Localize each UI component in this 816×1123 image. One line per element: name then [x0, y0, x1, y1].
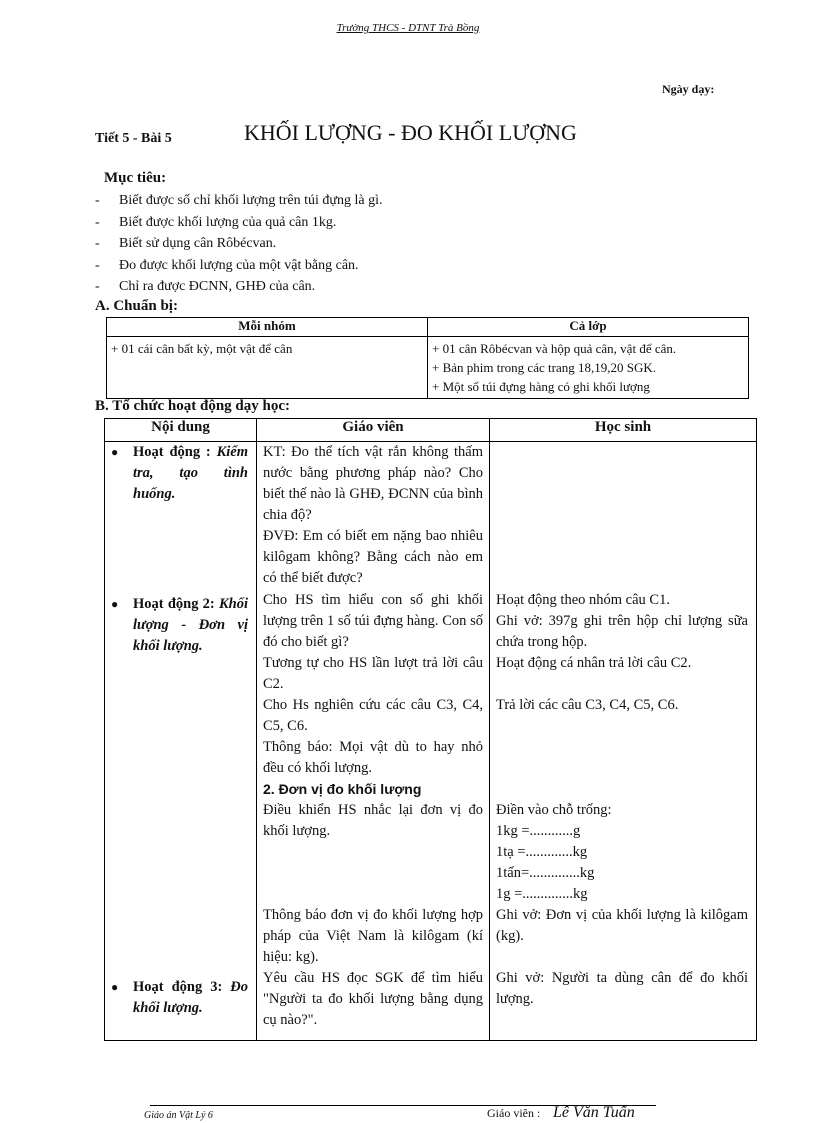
prep-class-cell — [428, 337, 749, 399]
footer-teacher-label: Giáo viên : — [487, 1106, 541, 1120]
objectives-list — [95, 190, 382, 298]
student-column-header: Học sinh — [490, 419, 757, 442]
lesson-title: KHỐI LƯỢNG - ĐO KHỐI LƯỢNG — [244, 120, 577, 145]
objective-item: - Biết được khối lượng của quả cân 1kg. — [95, 214, 337, 230]
objective-item: - Chỉ ra được ĐCNN, GHĐ của cân. — [95, 279, 316, 295]
student-text: Ghi vở: Người ta dùng cân để đo khối lượng. — [496, 970, 748, 1007]
prep-class-item: + 01 cân Rôbécvan và hộp quả cân, vật để cân. — [432, 341, 677, 356]
teacher-text: Thông báo đơn vị đo khối lượng hợp pháp của Việt Nam là kilôgam (kí hiệu: kg). — [263, 907, 483, 965]
unit-exercise: 1g =..............kg — [496, 886, 588, 902]
teaching-date-label: Ngày dạy: — [662, 82, 715, 96]
bullet-icon: ● — [111, 597, 119, 611]
teacher-text: Cho Hs nghiên cứu các câu C3, C4, C5, C6. — [263, 697, 483, 734]
teacher-text: Điều khiển HS nhắc lại đơn vị đo khối lượng. — [263, 802, 483, 839]
teacher-text: Thông báo: Mọi vật dù to hay nhỏ đều có khối lượng. — [263, 739, 483, 776]
prep-group-cell: + 01 cái cân bất kỳ, một vật để cân — [107, 337, 428, 399]
lesson-number: Tiết 5 - Bài 5 — [95, 131, 172, 146]
preparation-heading: A. Chuẩn bị: — [95, 298, 178, 314]
school-header: Trường THCS - DTNT Trà Bồng — [336, 22, 480, 34]
activities-table — [104, 418, 757, 1041]
teacher-column-header: Giáo viên — [257, 419, 490, 442]
teacher-text: Cho HS tìm hiểu con số ghi khối lượng trên 1 số túi đựng hàng. Con số đó cho biết gì? — [263, 592, 483, 650]
teacher-text: KT: Đo thể tích vật rắn không thấm nước bằng phương pháp nào? Cho biết thế nào là GHĐ, ĐCNN của bình chia độ? — [263, 444, 483, 523]
content-column: ● Hoạt động : Kiểm tra, tạo tình huống. ● Hoạt động 2: Khối lượng - Đơn vị khối lượng. ● Hoạt động 3: Đo khối lượng. — [105, 442, 257, 1041]
unit-exercise: 1kg =............g — [496, 823, 581, 839]
footer-signature: Lê Văn Tuấn — [553, 1104, 635, 1121]
student-text: Hoạt động cá nhân trả lời câu C2. — [496, 655, 692, 671]
bullet-icon: ● — [111, 445, 119, 459]
teacher-text: ĐVĐ: Em có biết em nặng bao nhiêu kilôgam không? Bằng cách nào em có thể biết được? — [263, 528, 483, 586]
footer-course: Giáo án Vật Lý 6 — [144, 1110, 213, 1121]
unit-subheading: 2. Đơn vị đo khối lượng — [263, 781, 422, 797]
activities-heading: B. Tổ chức hoạt động dạy học: — [95, 398, 291, 414]
prep-group-header: Mỗi nhóm — [107, 318, 428, 337]
student-text: Ghi vở: 397g ghi trên hộp chỉ lượng sữa chứa trong hộp. — [496, 613, 748, 650]
teacher-text: Tương tự cho HS lần lượt trả lời câu C2. — [263, 655, 483, 692]
unit-exercise: 1tạ =.............kg — [496, 844, 588, 860]
objectives-heading: Mục tiêu: — [104, 170, 167, 186]
teacher-column — [257, 442, 490, 1041]
prep-class-item: + Một số túi đựng hàng có ghi khối lượng — [432, 379, 650, 394]
preparation-table — [106, 317, 749, 399]
student-text: Ghi vở: Đơn vị của khối lượng là kilôgam (kg). — [496, 907, 748, 944]
teacher-text: Yêu cầu HS đọc SGK để tìm hiểu "Người ta đo khối lượng bằng dụng cụ nào?". — [263, 970, 483, 1028]
content-column-header: Nội dung — [105, 419, 257, 442]
student-text: Hoạt động theo nhóm câu C1. — [496, 592, 670, 608]
unit-exercise: 1tấn=..............kg — [496, 865, 595, 881]
student-column — [490, 442, 757, 1041]
bullet-icon: ● — [111, 980, 119, 994]
objective-item: - Biết được số chỉ khối lượng trên túi đựng là gì. — [95, 193, 383, 208]
objective-item: - Đo được khối lượng của một vật bằng cân. — [95, 257, 359, 273]
objective-item: - Biết sử dụng cân Rôbécvan. — [95, 236, 277, 252]
student-text: Trả lời các câu C3, C4, C5, C6. — [496, 697, 679, 713]
prep-class-item: + Bản phim trong các trang 18,19,20 SGK. — [432, 360, 656, 375]
student-text: Điền vào chỗ trống: — [496, 802, 612, 818]
prep-class-header: Cả lớp — [428, 318, 749, 337]
